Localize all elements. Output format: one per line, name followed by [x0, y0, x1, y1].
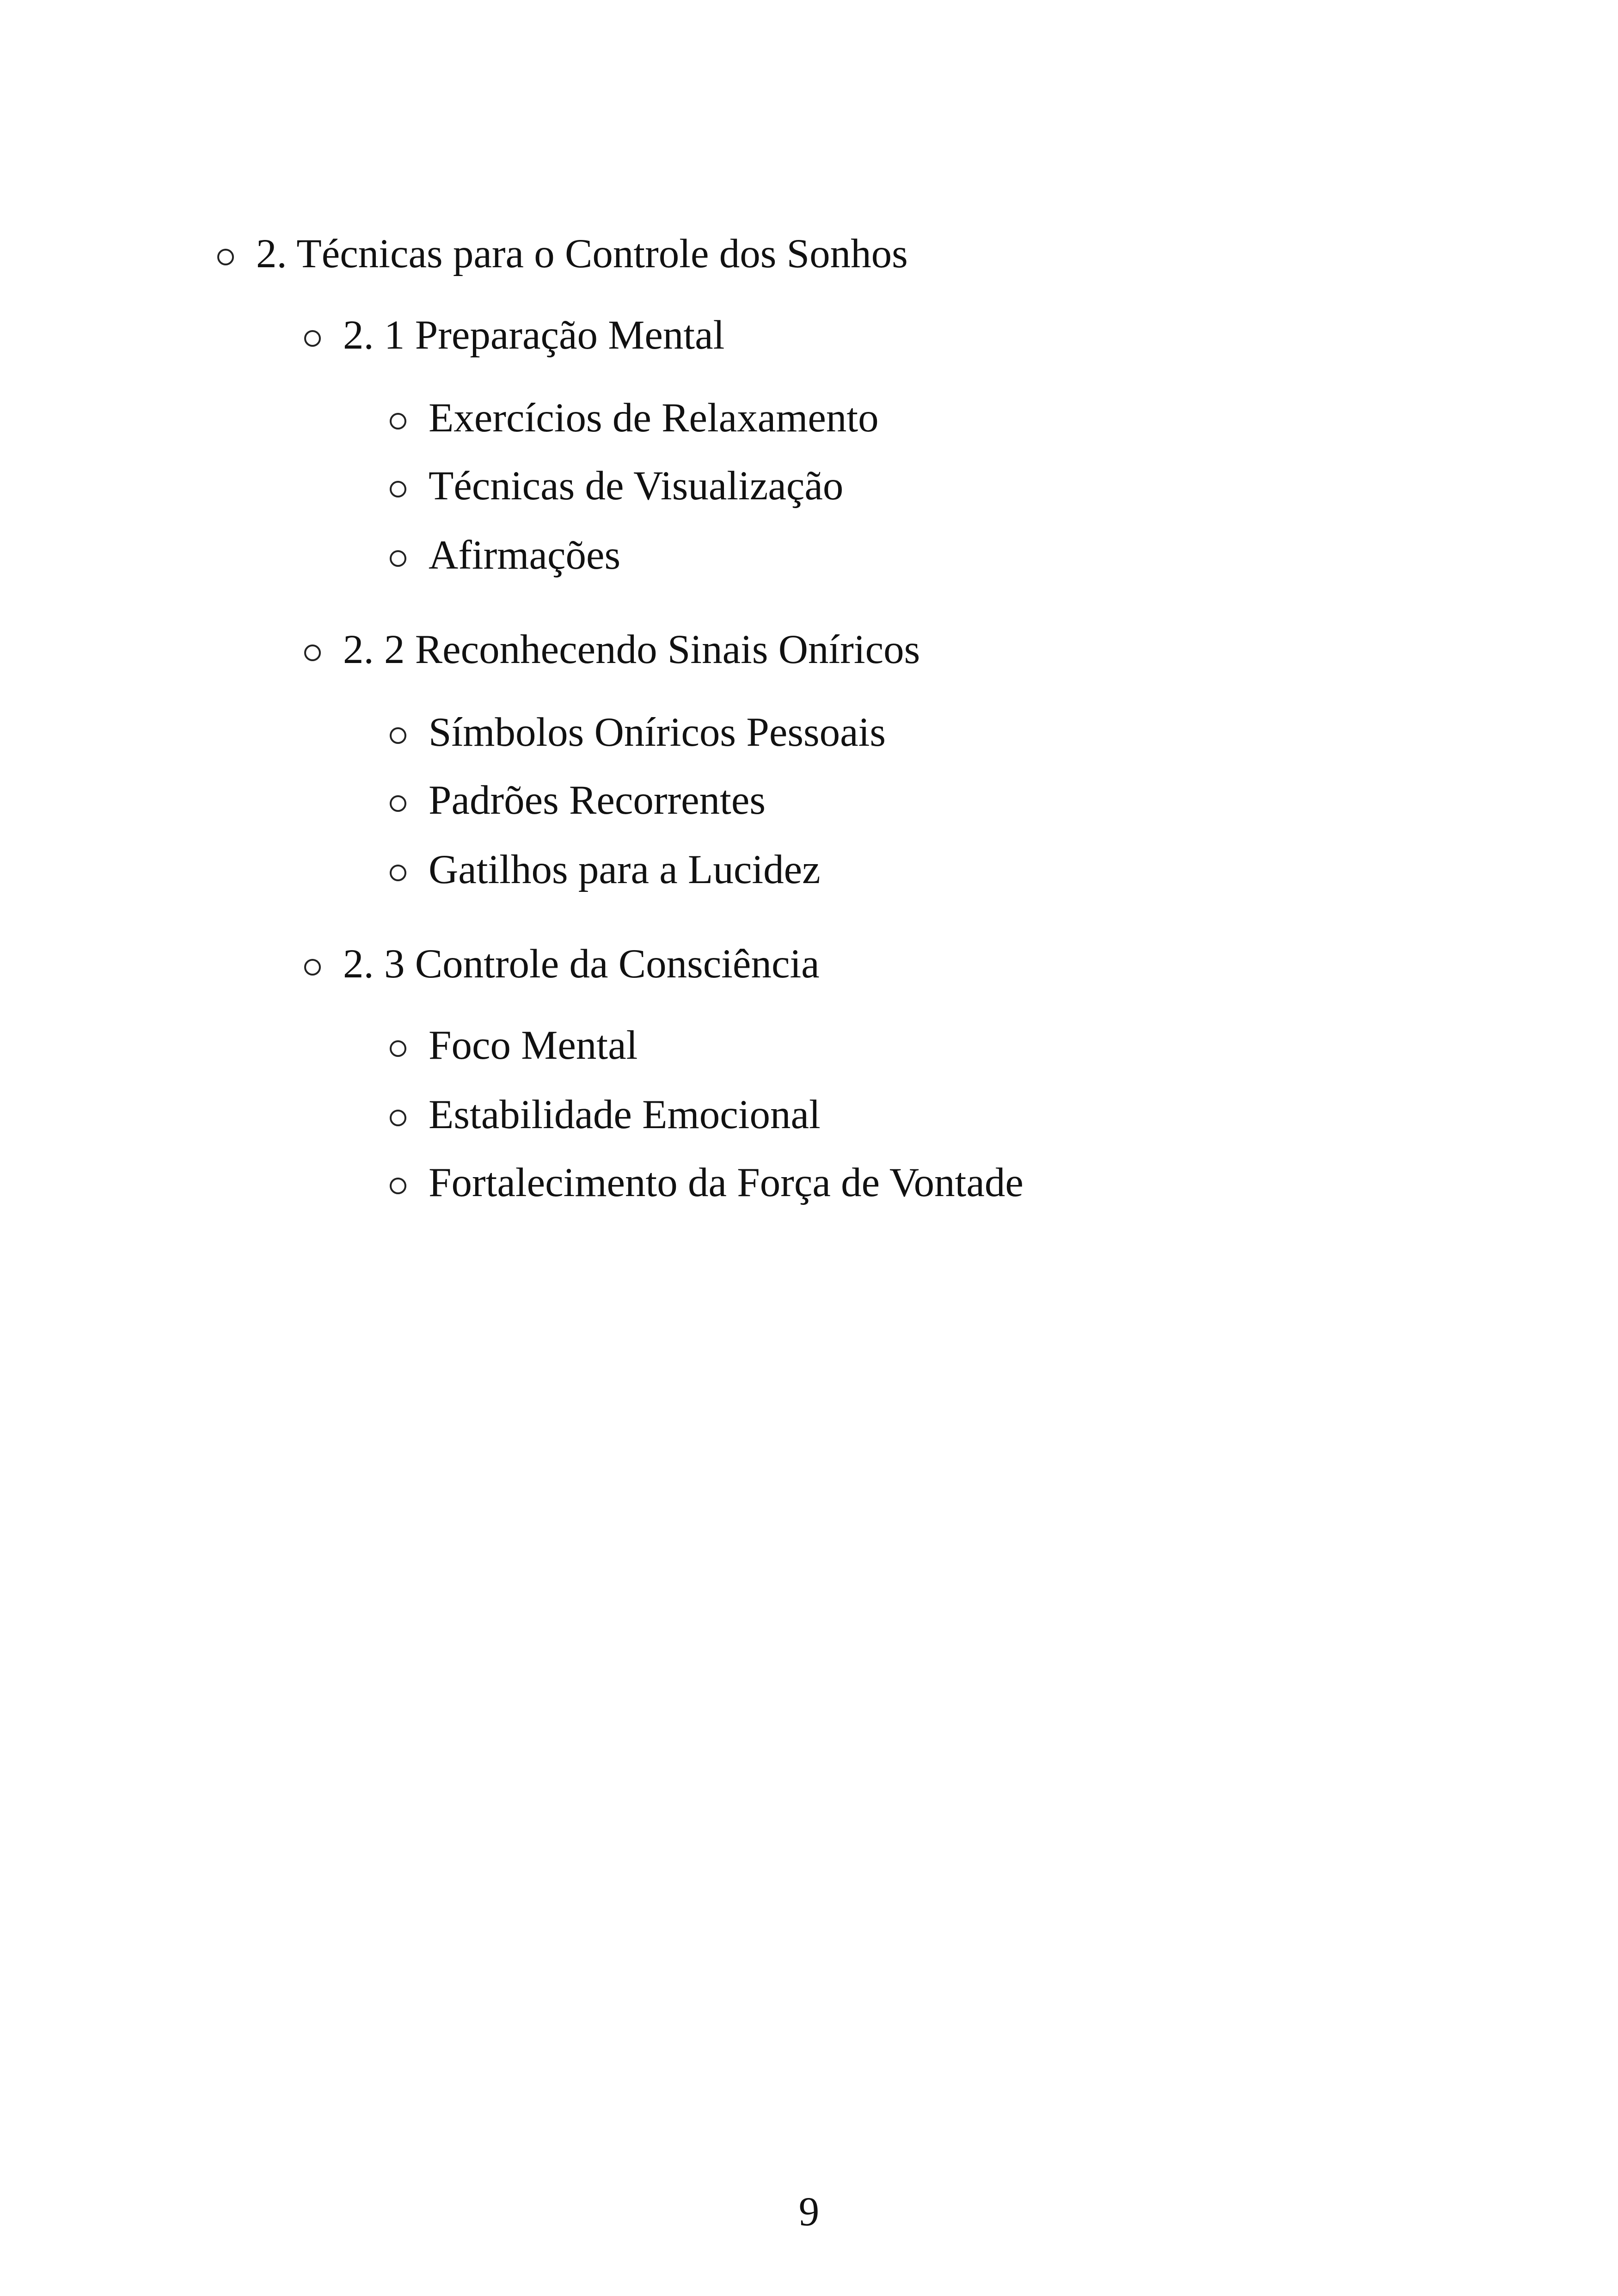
subsection-title: 2. 2 Reconhecendo Sinais Oníricos [343, 627, 920, 672]
outline-item [390, 1025, 637, 1066]
outline-item-label: Fortalecimento da Força de Vontade [429, 1160, 1024, 1205]
outline-item [390, 535, 620, 576]
outline-item [390, 712, 886, 753]
outline-subsection [304, 629, 920, 670]
outline-item-label: Técnicas de Visualização [429, 463, 844, 509]
bullet-circle-icon [390, 1110, 406, 1126]
subsection-title: 2. 1 Preparação Mental [343, 313, 725, 358]
outline-item [390, 849, 821, 890]
outline-subsection [304, 315, 724, 356]
outline-item-label: Gatilhos para a Lucidez [429, 847, 821, 892]
bullet-circle-icon [390, 481, 406, 497]
outline-item [390, 780, 766, 821]
outline-section [217, 233, 908, 275]
outline-item [390, 1162, 1024, 1203]
bullet-circle-icon [217, 249, 234, 265]
bullet-circle-icon [390, 795, 406, 812]
outline-item-label: Exercícios de Relaxamento [429, 395, 879, 441]
outline-item-label: Estabilidade Emocional [429, 1092, 821, 1137]
outline-item-label: Foco Mental [429, 1023, 638, 1068]
bullet-circle-icon [304, 330, 321, 347]
bullet-circle-icon [390, 727, 406, 744]
outline-item-label: Afirmações [429, 533, 621, 578]
section-title: 2. Técnicas para o Controle dos Sonhos [256, 231, 908, 276]
bullet-circle-icon [390, 1040, 406, 1057]
page-number: 9 [798, 2189, 820, 2235]
outline-item-label: Padrões Recorrentes [429, 778, 766, 823]
outline-item-label: Símbolos Oníricos Pessoais [429, 710, 886, 755]
bullet-circle-icon [390, 1178, 406, 1194]
bullet-circle-icon [390, 865, 406, 881]
outline-item [390, 395, 879, 441]
bullet-circle-icon [390, 550, 406, 567]
outline-subsection [304, 941, 820, 987]
bullet-circle-icon [304, 645, 321, 661]
outline-item [390, 463, 844, 509]
subsection-title: 2. 3 Controle da Consciência [343, 941, 820, 987]
bullet-circle-icon [390, 413, 406, 430]
bullet-circle-icon [304, 959, 321, 976]
outline-item [390, 1094, 821, 1136]
